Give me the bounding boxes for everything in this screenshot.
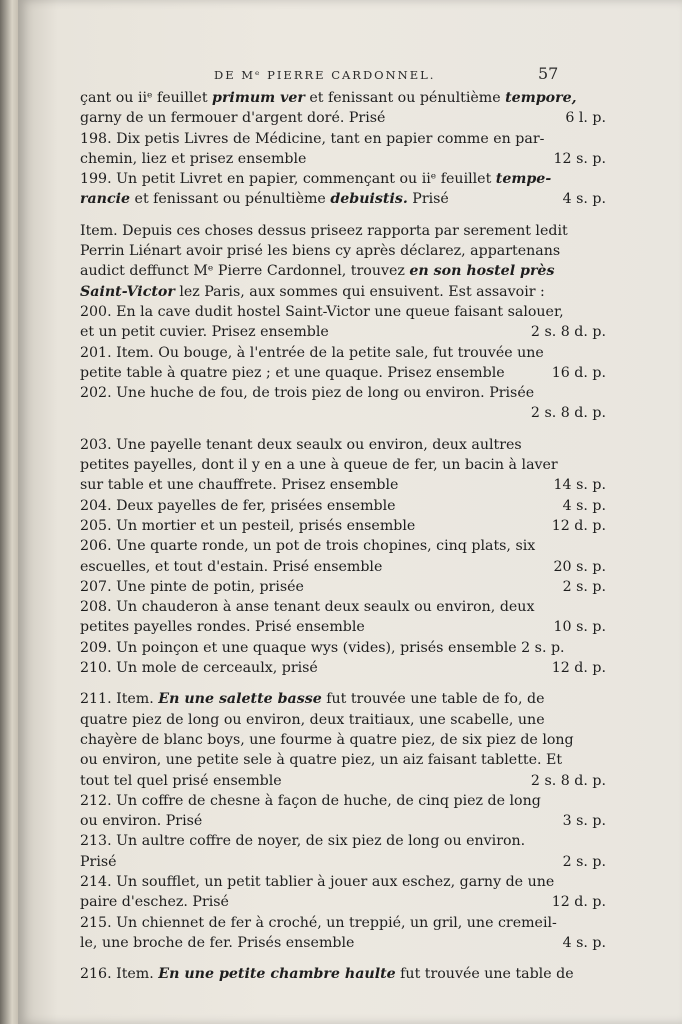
- text-run: le, une broche de fer. Prisés ensemble: [80, 934, 355, 951]
- text-line: [80, 638, 606, 658]
- text-run: 203. Une payelle tenant deux seaulx ou environ, deux aultres: [80, 436, 522, 453]
- line-text: [80, 933, 555, 953]
- price: 3 s. p.: [562, 813, 606, 830]
- price: 20 s. p.: [553, 558, 606, 575]
- text-line: [80, 241, 606, 261]
- line-text: [80, 536, 606, 556]
- text-line: [80, 852, 606, 872]
- text-run: 199. Un petit Livret en papier, commençant ou iiᵉ feuillet: [80, 171, 496, 188]
- line-text: [80, 496, 555, 516]
- line-text: [80, 435, 606, 455]
- text-run: ou environ. Prisé: [80, 813, 203, 830]
- text-line: [80, 108, 606, 128]
- text-line: [80, 516, 606, 536]
- line-text: [80, 322, 523, 342]
- line-text: [80, 475, 546, 495]
- text-line: [80, 455, 606, 475]
- text-run: et fenissant ou pénultième: [130, 191, 331, 208]
- text-run: 211. Item.: [80, 691, 159, 708]
- price: 12 d. p.: [551, 517, 606, 534]
- running-head: DE Mᵉ PIERRE CARDONNEL.: [214, 68, 436, 82]
- text-run: et fenissant ou pénultième: [304, 90, 506, 106]
- line-text: [80, 577, 555, 597]
- text-line: [80, 343, 606, 363]
- price: 6 l. p.: [565, 110, 606, 127]
- line-text: [80, 383, 606, 403]
- line-text: [80, 516, 544, 536]
- text-line: [80, 189, 606, 209]
- text-run: chayère de blanc boys, une fourme à quatre piez, de six piez de long: [80, 731, 574, 748]
- line-text: [80, 282, 606, 302]
- price: 12 d. p.: [551, 894, 606, 911]
- text-line: [80, 475, 606, 495]
- price: 10 s. p.: [553, 619, 606, 636]
- text-line: [80, 811, 606, 831]
- text-line: [80, 831, 606, 851]
- text-line: [80, 149, 606, 169]
- text-line: [80, 322, 606, 342]
- line-text: [80, 831, 606, 851]
- book-page: [18, 0, 682, 1024]
- italic-phrase: primum ver: [212, 90, 305, 106]
- body-text: [80, 88, 606, 984]
- line-text: [80, 363, 544, 383]
- price: 14 s. p.: [553, 477, 606, 494]
- line-text: [80, 710, 606, 730]
- paragraph-gap: [80, 953, 606, 964]
- text-run: 207. Une pinte de potin, prisée: [80, 578, 304, 595]
- paragraph-gap: [80, 678, 606, 689]
- text-line: [80, 435, 606, 455]
- text-line: [80, 88, 606, 108]
- line-text: [80, 88, 606, 108]
- text-line: [80, 892, 606, 912]
- text-run: petites payelles rondes. Prisé ensemble: [80, 619, 365, 636]
- text-run: petite table à quatre piez ; et une quaque. Prisez ensemble: [80, 364, 505, 381]
- paragraph-gap: [80, 210, 606, 221]
- text-run: fut trouvée une table de: [395, 966, 574, 983]
- line-text: [80, 169, 606, 189]
- text-run: 202. Une huche de fou, de trois piez de long ou environ. Prisée: [80, 385, 535, 402]
- text-run: Prisé: [80, 853, 117, 870]
- text-line: [80, 933, 606, 953]
- text-run: 204. Deux payelles de fer, prisées ensemble: [80, 497, 396, 514]
- text-run: 213. Un aultre coffre de noyer, de six piez de long ou environ.: [80, 833, 526, 850]
- text-run: çant ou iiᵉ feuillet: [80, 90, 213, 106]
- text-run: petites payelles, dont il y en a une à queue de fer, un bacin à laver: [80, 457, 558, 474]
- italic-phrase: rancie: [80, 191, 131, 208]
- price: 4 s. p.: [562, 191, 606, 208]
- line-text: [80, 597, 606, 617]
- text-run: 215. Un chiennet de fer à croché, un treppié, un gril, une cremeil-: [80, 914, 557, 931]
- text-line: [80, 577, 606, 597]
- text-run: quatre piez de long ou environ, deux traitiaux, une scabelle, une: [80, 711, 545, 728]
- text-run: escuelles, et tout d'estain. Prisé ensemble: [80, 558, 383, 575]
- text-run: 216. Item.: [80, 966, 159, 983]
- price: 12 s. p.: [553, 150, 606, 167]
- text-line: [80, 913, 606, 933]
- line-text: [80, 964, 606, 984]
- line-text: [80, 221, 606, 241]
- text-run: et un petit cuvier. Prisez ensemble: [80, 324, 329, 341]
- text-run: Prisé: [407, 191, 449, 208]
- line-text: [80, 771, 523, 791]
- italic-phrase: En une petite chambre haulte: [158, 966, 396, 983]
- line-text: [80, 750, 606, 770]
- paragraph-gap: [80, 424, 606, 435]
- text-run: 209. Un poinçon et une quaque wys (vides), prisés ensemble 2 s. p.: [80, 639, 565, 656]
- text-line: [80, 221, 606, 241]
- text-line: [80, 771, 606, 791]
- italic-phrase: tempe-: [495, 171, 552, 188]
- line-text: [80, 658, 544, 678]
- line-text: [80, 557, 546, 577]
- line-text: [80, 261, 606, 281]
- line-text: [80, 617, 546, 637]
- italic-phrase: tempore,: [505, 90, 577, 106]
- line-text: [80, 455, 606, 475]
- text-line: [80, 129, 606, 149]
- price: 2 s. 8 d. p.: [530, 772, 606, 789]
- text-run: 205. Un mortier et un pesteil, prisés ensemble: [80, 517, 416, 534]
- line-text: [80, 811, 555, 831]
- line-text: [80, 852, 555, 872]
- line-text: [80, 689, 606, 709]
- text-line: [80, 597, 606, 617]
- price: 2 s. p.: [562, 578, 606, 595]
- text-run: fut trouvée une table de fo, de: [321, 691, 545, 708]
- text-line: [80, 689, 606, 709]
- text-line: [80, 261, 606, 281]
- text-line: [80, 964, 606, 984]
- text-line: [80, 872, 606, 892]
- text-line: [80, 383, 606, 403]
- italic-phrase: debuistis.: [330, 191, 408, 208]
- italic-phrase: en son hostel près: [409, 263, 555, 280]
- text-run: sur table et une chauffrete. Prisez ensemble: [80, 477, 399, 494]
- page-header: [18, 64, 682, 86]
- text-run: tout tel quel prisé ensemble: [80, 772, 282, 789]
- price: 2 s. p.: [562, 853, 606, 870]
- price: 4 s. p.: [562, 497, 606, 514]
- price: 16 d. p.: [551, 364, 606, 381]
- line-text: [80, 108, 557, 128]
- line-text: [80, 892, 544, 912]
- price: 4 s. p.: [562, 934, 606, 951]
- text-run: 214. Un soufflet, un petit tablier à jouer aux eschez, garny de une: [80, 873, 555, 890]
- price: 12 d. p.: [551, 660, 606, 677]
- text-run: 208. Un chauderon à anse tenant deux seaulx ou environ, deux: [80, 599, 535, 616]
- italic-phrase: Saint-Victor: [80, 283, 175, 300]
- text-run: ou environ, une petite sele à quatre piez, un aiz faisant tablette. Et: [80, 752, 563, 769]
- text-line: [80, 403, 606, 423]
- line-text: [80, 343, 606, 363]
- text-run: 201. Item. Ou bouge, à l'entrée de la petite sale, fut trouvée une: [80, 344, 544, 361]
- line-text: [80, 302, 606, 322]
- text-run: 198. Dix petis Livres de Médicine, tant en papier comme en par-: [80, 130, 545, 147]
- line-text: [80, 129, 606, 149]
- price: 2 s. 8 d. p.: [530, 324, 606, 341]
- text-run: 210. Un mole de cerceaulx, prisé: [80, 660, 318, 677]
- text-run: garny de un fermouer d'argent doré. Prisé: [80, 110, 386, 127]
- text-line: [80, 302, 606, 322]
- page-number: 57: [538, 64, 559, 83]
- text-run: Item. Depuis ces choses dessus priseez rapporta par serement ledit: [80, 222, 568, 239]
- text-line: [80, 791, 606, 811]
- text-run: 200. En la cave dudit hostel Saint-Victor une queue faisant salouer,: [80, 303, 564, 320]
- italic-phrase: En une salette basse: [158, 691, 322, 708]
- line-text: [80, 189, 555, 209]
- text-line: [80, 282, 606, 302]
- text-run: audict deffunct Mᵉ Pierre Cardonnel, trouvez: [80, 263, 410, 280]
- text-line: [80, 536, 606, 556]
- line-text: [80, 241, 606, 261]
- line-text: [80, 913, 606, 933]
- line-text: [80, 638, 606, 658]
- text-line: [80, 710, 606, 730]
- text-run: 212. Un coffre de chesne à façon de huche, de cinq piez de long: [80, 792, 541, 809]
- text-line: [80, 658, 606, 678]
- text-run: paire d'eschez. Prisé: [80, 894, 229, 911]
- line-text: [80, 791, 606, 811]
- text-run: 206. Une quarte ronde, un pot de trois chopines, cinq plats, six: [80, 538, 536, 555]
- text-run: chemin, liez et prisez ensemble: [80, 150, 307, 167]
- text-line: [80, 730, 606, 750]
- line-text: [80, 872, 606, 892]
- line-text: [80, 149, 546, 169]
- text-line: [80, 496, 606, 516]
- text-line: [80, 169, 606, 189]
- text-run: Perrin Liénart avoir prisé les biens cy après déclarez, appartenans: [80, 243, 561, 260]
- line-text: [80, 730, 606, 750]
- text-line: [80, 750, 606, 770]
- text-run: lez Paris, aux sommes qui ensuivent. Est assavoir :: [174, 283, 545, 300]
- text-line: [80, 557, 606, 577]
- text-line: [80, 617, 606, 637]
- price: 2 s. 8 d. p.: [530, 405, 606, 422]
- text-line: [80, 363, 606, 383]
